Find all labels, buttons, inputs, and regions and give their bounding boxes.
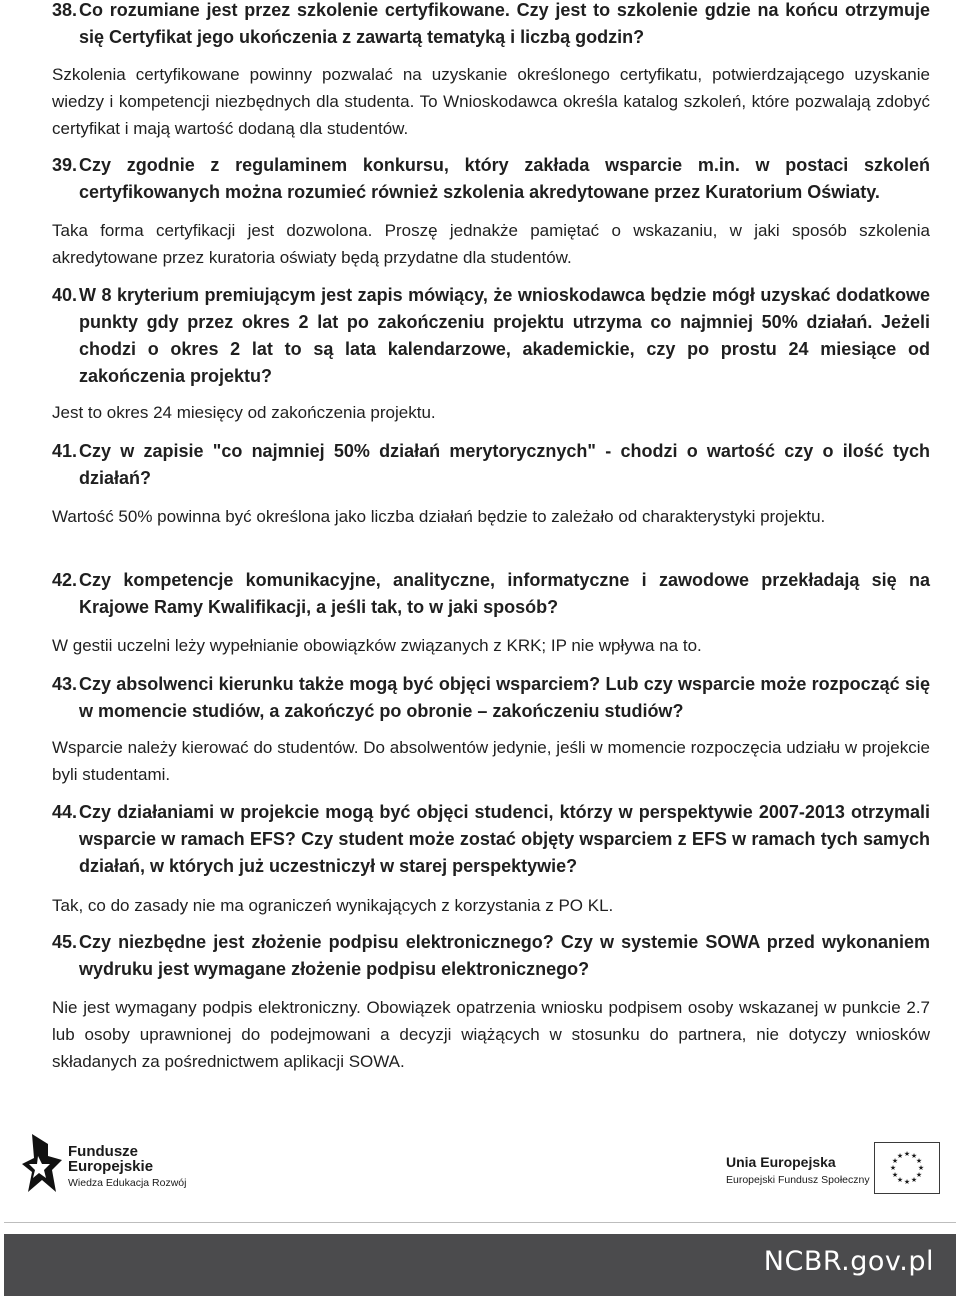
fe-line-1: Fundusze [68,1143,138,1160]
svg-text:★: ★ [889,1164,897,1172]
question-text: Czy absolwenci kierunku także mogą być objęci wsparciem? Lub czy wsparcie może rozpocząć się w momencie studiów, a zakończyć po obronie – zakończeniu studiów? [79,674,930,721]
fundusze-europejskie-subtitle: Wiedza Edukacja Rozwój [68,1177,187,1189]
question-number: 40. [52,285,78,305]
question-text: Czy działaniami w projekcie mogą być objęci studenci, którzy w perspektywie 2007-2013 otrzymali wsparcie w ramach EFS? Czy student może zostać objęty wsparciem z EFS w ramach tych samych działań, w których już uczestniczył w starej perspektywie? [79,802,930,876]
fundusze-europejskie-logo [22,1134,222,1194]
question-39 [52,152,930,206]
question-text: Co rozumiane jest przez szkolenie certyfikowane. Czy jest to szkolenie gdzie na końcu otrzymuje się Certyfikat jego ukończenia z zawartą tematyką i liczbą godzin? [79,0,930,47]
svg-text:★: ★ [903,1178,911,1186]
footer-bar [4,1234,956,1296]
answer-42: W gestii uczelni leży wypełnianie obowiązków związanych z KRK; IP nie wpływa na to. [52,636,702,655]
answer-44: Tak, co do zasady nie ma ograniczeń wynikających z korzystania z PO KL. [52,896,614,915]
fe-line-2: Europejskie [68,1158,154,1175]
question-number: 39. [52,155,78,175]
answer-45: Nie jest wymagany podpis elektroniczny. Obowiązek opatrzenia wniosku podpisem osoby wskazanej w punkcie 2.7 lub osoby uprawnionej do podejmowani a decyzji wiążących w stosunku do partnera, nie dotyczy wniosków składanych za pośrednictwem aplikacji SOWA. [52,998,930,1071]
svg-text:★: ★ [903,1150,911,1158]
question-44 [52,799,930,880]
question-text: Czy niezbędne jest złożenie podpisu elektronicznego? Czy w systemie SOWA przed wykonaniem wydruku jest wymagane złożenie podpisu elektronicznego? [79,932,930,979]
question-text: W 8 kryterium premiującym jest zapis mówiący, że wnioskodawca będzie mógł uzyskać dodatkowe punkty gdy przez okres 2 lat po zakończeniu projektu utrzyma co najmniej 50% działań. Jeżeli chodzi o okres 2 lat to są lata kalendarzowe, akademickie, czy po prostu 24 miesiące od zakończenia projektu? [79,285,930,386]
answer-38: Szkolenia certyfikowane powinny pozwalać na uzyskanie określonego certyfikatu, potwierdzającego uzyskanie wiedzy i kompetencji niezbędnych dla studenta. To Wnioskodawca określa katalog szkoleń, które pozwalają zdobyć certyfikat i mają wartość dodaną dla studentów. [52,65,930,138]
footer-divider [4,1222,956,1223]
answer-41: Wartość 50% powinna być określona jako liczba działań będzie to zależało od charakterystyki projektu. [52,507,826,526]
question-41 [52,438,930,492]
question-number: 45. [52,932,78,952]
question-text: Czy zgodnie z regulaminem konkursu, który zakłada wsparcie m.in. w postaci szkoleń certyfikowanych można rozumieć również szkolenia akredytowane przez Kuratorium Oświaty. [79,155,930,202]
question-42 [52,567,930,621]
question-38 [52,0,930,51]
question-number: 42. [52,570,78,590]
question-text: Czy w zapisie "co najmniej 50% działań merytorycznych" - chodzi o wartość czy o ilość tych działań? [79,441,930,488]
question-45 [52,929,930,983]
answer-40: Jest to okres 24 miesięcy od zakończenia projektu. [52,403,436,422]
fundusze-europejskie-title [68,1144,153,1174]
svg-text:★: ★ [910,1152,918,1160]
svg-text:★: ★ [910,1176,918,1184]
eu-flag-icon [874,1142,940,1194]
fundusze-europejskie-star-icon [22,1134,62,1194]
eu-stars-icon [875,1143,939,1193]
unia-europejska-logo [726,1142,942,1194]
question-number: 43. [52,674,78,694]
question-number: 44. [52,802,78,822]
question-number: 41. [52,441,78,461]
svg-text:★: ★ [891,1171,899,1179]
svg-text:★: ★ [891,1157,899,1165]
eu-subtitle: Europejski Fundusz Społeczny [726,1174,870,1186]
svg-text:★: ★ [917,1164,925,1172]
site-link[interactable]: NCBR.gov.pl [763,1246,934,1277]
answer-39: Taka forma certyfikacji jest dozwolona. Proszę jednakże pamiętać o wskazaniu, w jaki sposób szkolenia akredytowane przez kuratoria oświaty będą przydatne dla studentów. [52,221,930,267]
question-43 [52,671,930,725]
svg-text:★: ★ [915,1157,923,1165]
answer-43: Wsparcie należy kierować do studentów. Do absolwentów jedynie, jeśli w momencie rozpoczęcia udziału w projekcie byli studentami. [52,738,930,784]
svg-text:★: ★ [896,1176,904,1184]
eu-title: Unia Europejska [726,1154,836,1170]
svg-text:★: ★ [915,1171,923,1179]
footer-logos [0,1130,960,1200]
question-40 [52,282,930,390]
question-number: 38. [52,0,78,20]
svg-text:★: ★ [896,1152,904,1160]
question-text: Czy kompetencje komunikacyjne, analityczne, informatyczne i zawodowe przekładają się na Krajowe Ramy Kwalifikacji, a jeśli tak, to w jaki sposób? [79,570,930,617]
